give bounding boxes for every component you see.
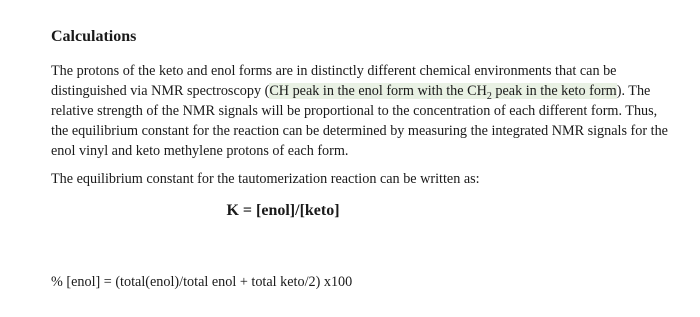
paragraph-text-end: ). The relative strength of the NMR signals will be proportional to the concentration of each different form. Thus, the equilibrium constant for the reaction can be determined by measuring the integrated NMR signals for the enol vinyl and keto methylene protons of each form. (51, 83, 668, 159)
equilibrium-equation: K = [enol]/[keto] (226, 202, 340, 219)
paragraph-text-start: The protons of the keto and enol forms are in distinctly different chemical environments that can be distinguished via NMR spectroscopy ( (51, 63, 617, 99)
section-heading: Calculations (51, 28, 137, 45)
highlighted-text (269, 83, 617, 102)
explanation-paragraph (51, 61, 671, 161)
highlighted-text-b: peak in the keto form (491, 83, 617, 99)
equilibrium-intro-text: The equilibrium constant for the tautomerization reaction can be written as: (51, 171, 480, 187)
highlighted-text-a: CH peak in the enol form with the CH (269, 83, 487, 99)
percent-enol-formula: % [enol] = (total(enol)/total enol + total keto/2) x100 (51, 274, 353, 290)
subscript-2: 2 (486, 90, 492, 102)
